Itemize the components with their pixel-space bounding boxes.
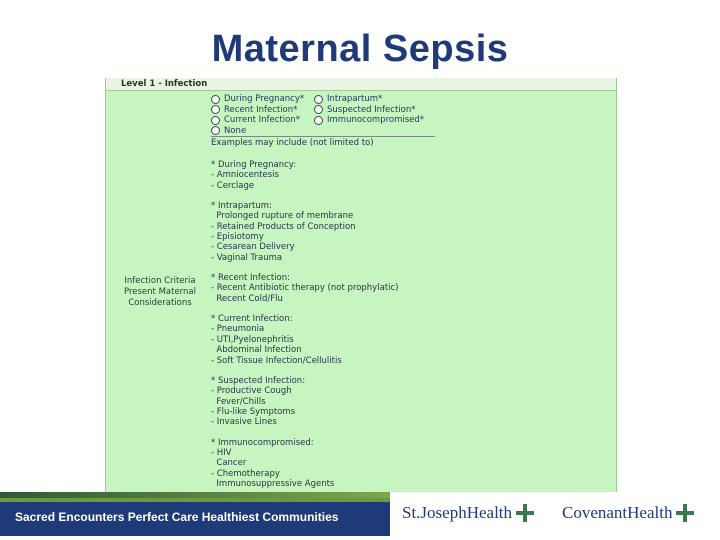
criteria-line: - Productive Cough — [211, 386, 292, 397]
left-label — [110, 276, 210, 309]
criteria-line: - Vaginal Trauma — [211, 252, 283, 263]
radio-row — [211, 126, 611, 137]
criteria-line: Fever/Chills — [211, 396, 266, 407]
criteria-list — [211, 160, 511, 489]
criteria-line: - Cerclage — [211, 180, 255, 191]
radio-row — [211, 94, 611, 105]
criteria-line: * Immunocompromised: — [211, 437, 314, 448]
criteria-line: - UTI,Pyelonephritis — [211, 334, 294, 345]
criteria-spacer — [211, 428, 511, 438]
infection-form-panel — [105, 78, 617, 492]
cross-logo-icon — [516, 504, 534, 522]
radio-circle[interactable] — [211, 95, 220, 104]
criteria-line: - Pneumonia — [211, 324, 265, 335]
radio-intrapartum[interactable] — [314, 94, 454, 105]
radio-label: Intrapartum* — [327, 94, 383, 104]
criteria-line: Cancer — [211, 458, 247, 469]
criteria-line: - Cesarean Delivery — [211, 242, 295, 253]
radio-circle[interactable] — [211, 105, 220, 114]
criteria-line: - Soft Tissue Infection/Cellulitis — [211, 355, 342, 366]
radio-circle[interactable] — [211, 116, 220, 125]
st-joseph-health-logo-text: St.JosephHealth — [402, 503, 513, 522]
criteria-line: Abdominal Infection — [211, 345, 302, 356]
radio-current-infection[interactable] — [211, 115, 314, 126]
cross-logo-icon — [676, 504, 694, 522]
criteria-line: - Retained Products of Conception — [211, 221, 356, 232]
criteria-spacer — [211, 366, 511, 376]
radio-circle[interactable] — [314, 95, 323, 104]
radio-row — [211, 115, 611, 126]
criteria-line: * Intrapartum: — [211, 201, 272, 212]
covenant-health-logo-text: CovenantHealth — [562, 503, 673, 522]
criteria-line: - HIV — [211, 447, 232, 458]
radio-label: Recent Infection* — [224, 104, 298, 115]
covenant-health-logo — [562, 503, 694, 523]
examples-heading: Examples may include (not limited to) — [211, 138, 374, 148]
criteria-line: - Chemotherapy — [211, 468, 280, 479]
radio-group — [211, 94, 611, 136]
radio-label: Current Infection* — [224, 115, 300, 125]
radio-circle[interactable] — [314, 105, 323, 114]
left-label-line-1: Infection Criteria — [124, 276, 196, 286]
criteria-line: Immunosuppressive Agents — [211, 478, 335, 489]
radio-label: During Pregnancy* — [224, 94, 305, 104]
radio-immunocompromised[interactable] — [314, 115, 454, 126]
radio-label: Suspected Infection* — [327, 104, 416, 115]
footer-bar — [0, 498, 390, 536]
divider — [211, 136, 435, 137]
criteria-spacer — [211, 191, 511, 201]
level-header-label: Level 1 - Infection — [121, 79, 208, 89]
criteria-line: Recent Cold/Flu — [211, 293, 283, 304]
slide-title: Maternal Sepsis — [211, 28, 509, 70]
criteria-spacer — [211, 304, 511, 314]
criteria-line: * Current Infection: — [211, 314, 293, 325]
radio-circle[interactable] — [314, 116, 323, 125]
criteria-line: - Invasive Lines — [211, 417, 277, 428]
radio-label: Immunocompromised* — [327, 115, 425, 125]
criteria-line: * Recent Infection: — [211, 273, 290, 284]
criteria-line: - Episiotomy — [211, 232, 264, 243]
criteria-line: - Flu-like Symptoms — [211, 406, 296, 417]
radio-suspected-infection[interactable] — [314, 105, 454, 116]
level-header — [106, 78, 616, 91]
radio-circle[interactable] — [211, 126, 220, 135]
radio-recent-infection[interactable] — [211, 105, 314, 116]
radio-during-pregnancy[interactable] — [211, 94, 314, 105]
left-label-line-3: Considerations — [128, 298, 192, 308]
radio-none[interactable] — [211, 126, 314, 137]
radio-label: None — [224, 125, 247, 136]
st-joseph-health-logo — [402, 503, 534, 523]
criteria-line: - Recent Antibiotic therapy (not prophylatic) — [211, 283, 399, 294]
radio-row — [211, 105, 611, 116]
footer-tagline: Sacred Encounters Perfect Care Healthiest Communities — [15, 510, 339, 524]
criteria-spacer — [211, 263, 511, 273]
criteria-line: - Amniocentesis — [211, 170, 279, 181]
criteria-line: Prolonged rupture of membrane — [211, 211, 354, 222]
left-label-line-2: Present Maternal — [123, 287, 196, 297]
criteria-line: * Suspected Infection: — [211, 375, 306, 386]
criteria-line: * During Pregnancy: — [211, 160, 297, 170]
